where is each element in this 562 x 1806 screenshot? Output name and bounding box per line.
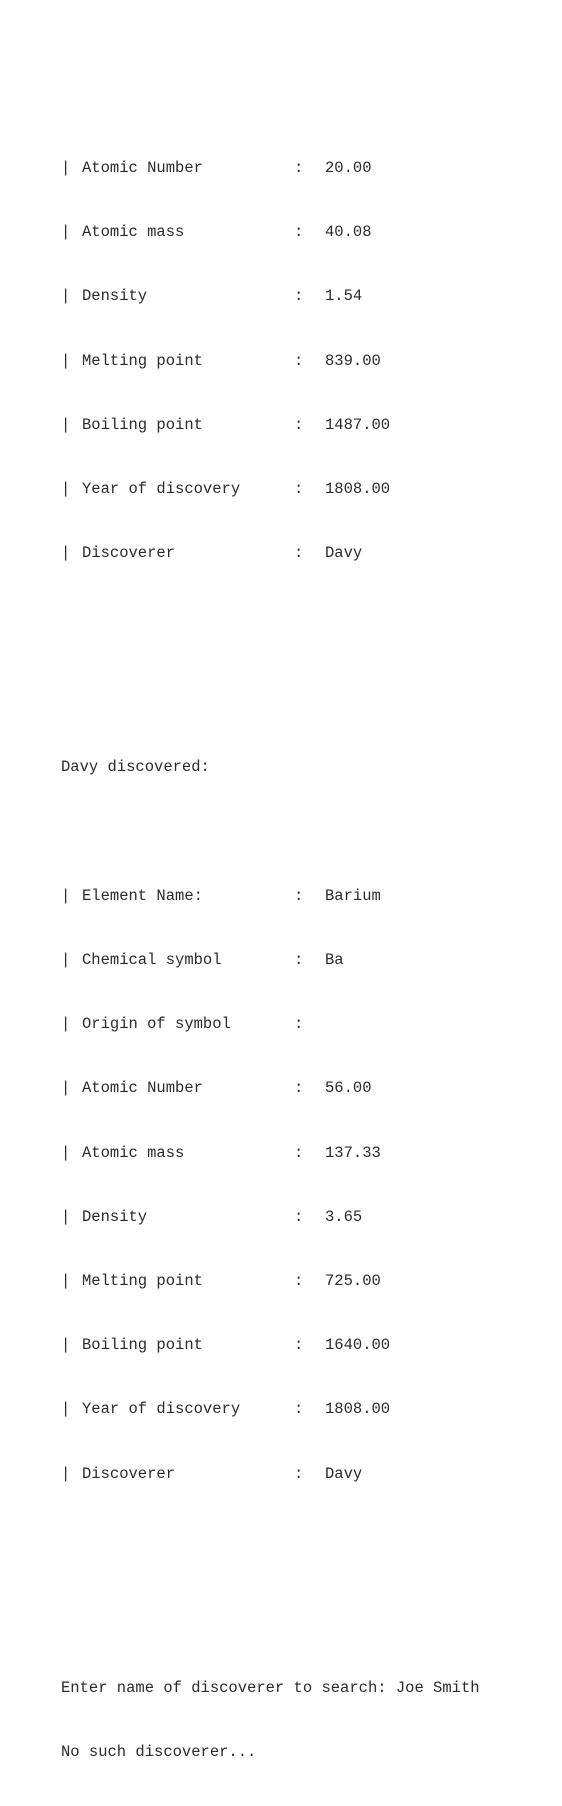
record-1 xyxy=(61,115,556,607)
row-colon: : xyxy=(294,351,304,370)
row-bar: | xyxy=(61,415,71,434)
row-label: Year of discovery xyxy=(82,1400,241,1419)
row-value: 1487.00 xyxy=(325,415,391,434)
row-colon: : xyxy=(294,287,304,306)
row-label: Atomic mass xyxy=(82,223,185,242)
row-colon: : xyxy=(294,1143,304,1162)
row-label: Atomic mass xyxy=(82,1143,185,1162)
row-bar: | xyxy=(61,1271,71,1290)
row-value: Barium xyxy=(325,886,381,905)
row-bar: | xyxy=(61,544,71,563)
row-colon: : xyxy=(294,1336,304,1355)
row-colon: : xyxy=(294,1207,304,1226)
row-bar: | xyxy=(61,351,71,370)
section-heading: Davy discovered: xyxy=(61,758,210,777)
row-value: 725.00 xyxy=(325,1271,381,1290)
row-value: 839.00 xyxy=(325,351,381,370)
record-row xyxy=(61,1078,556,1099)
row-value: Davy xyxy=(325,544,363,563)
row-colon: : xyxy=(294,1271,304,1290)
row-value: 137.33 xyxy=(325,1143,381,1162)
row-colon: : xyxy=(294,950,304,969)
row-bar: | xyxy=(61,1464,71,1483)
row-bar: | xyxy=(61,480,71,499)
row-label: Discoverer xyxy=(82,544,176,563)
row-bar: | xyxy=(61,287,71,306)
row-colon: : xyxy=(294,415,304,434)
record-row xyxy=(61,415,556,436)
row-value: 1.54 xyxy=(325,287,363,306)
row-bar: | xyxy=(61,1079,71,1098)
row-value: Davy xyxy=(325,1464,363,1483)
record-row xyxy=(61,479,556,500)
row-value: 1640.00 xyxy=(325,1336,391,1355)
record-row xyxy=(61,286,556,307)
search-result: No such discoverer... xyxy=(61,1742,257,1761)
row-label: Element Name: xyxy=(82,886,203,905)
record-row xyxy=(61,950,556,971)
row-value: 1808.00 xyxy=(325,480,391,499)
record-2 xyxy=(61,843,556,1528)
row-label: Year of discovery xyxy=(82,480,241,499)
row-label: Melting point xyxy=(82,1271,203,1290)
search-prompt[interactable]: Enter name of discoverer to search: Joe Smith xyxy=(61,1678,480,1697)
row-colon: : xyxy=(294,159,304,178)
row-value: 1808.00 xyxy=(325,1400,391,1419)
row-bar: | xyxy=(61,159,71,178)
row-colon: : xyxy=(294,544,304,563)
row-value: 40.08 xyxy=(325,223,372,242)
row-label: Discoverer xyxy=(82,1464,176,1483)
row-colon: : xyxy=(294,886,304,905)
row-value: 56.00 xyxy=(325,1079,372,1098)
record-row xyxy=(61,1399,556,1420)
row-value: Ba xyxy=(325,950,344,969)
console-output xyxy=(61,51,556,1806)
row-colon: : xyxy=(294,1400,304,1419)
record-row xyxy=(61,1464,556,1485)
record-row xyxy=(61,158,556,179)
row-bar: | xyxy=(61,886,71,905)
row-value: 3.65 xyxy=(325,1207,363,1226)
row-colon: : xyxy=(294,223,304,242)
row-bar: | xyxy=(61,1143,71,1162)
row-bar: | xyxy=(61,1015,71,1034)
record-row xyxy=(61,351,556,372)
row-bar: | xyxy=(61,950,71,969)
blank-line xyxy=(61,1592,556,1613)
row-colon: : xyxy=(294,1464,304,1483)
row-colon: : xyxy=(294,1079,304,1098)
row-value: 20.00 xyxy=(325,159,372,178)
row-label: Density xyxy=(82,287,148,306)
blank-line xyxy=(61,672,556,693)
row-label: Melting point xyxy=(82,351,203,370)
row-bar: | xyxy=(61,1400,71,1419)
row-label: Density xyxy=(82,1207,148,1226)
row-colon: : xyxy=(294,480,304,499)
record-row xyxy=(61,1143,556,1164)
row-label: Chemical symbol xyxy=(82,950,222,969)
row-bar: | xyxy=(61,223,71,242)
row-colon: : xyxy=(294,1015,304,1034)
record-row xyxy=(61,1014,556,1035)
record-row xyxy=(61,543,556,564)
record-row xyxy=(61,886,556,907)
row-bar: | xyxy=(61,1207,71,1226)
record-row xyxy=(61,1271,556,1292)
row-label: Boiling point xyxy=(82,415,203,434)
row-bar: | xyxy=(61,1336,71,1355)
row-label: Atomic Number xyxy=(82,159,203,178)
record-row xyxy=(61,1335,556,1356)
row-label: Atomic Number xyxy=(82,1079,203,1098)
row-label: Boiling point xyxy=(82,1336,203,1355)
record-row xyxy=(61,222,556,243)
row-label: Origin of symbol xyxy=(82,1015,231,1034)
record-row xyxy=(61,1207,556,1228)
